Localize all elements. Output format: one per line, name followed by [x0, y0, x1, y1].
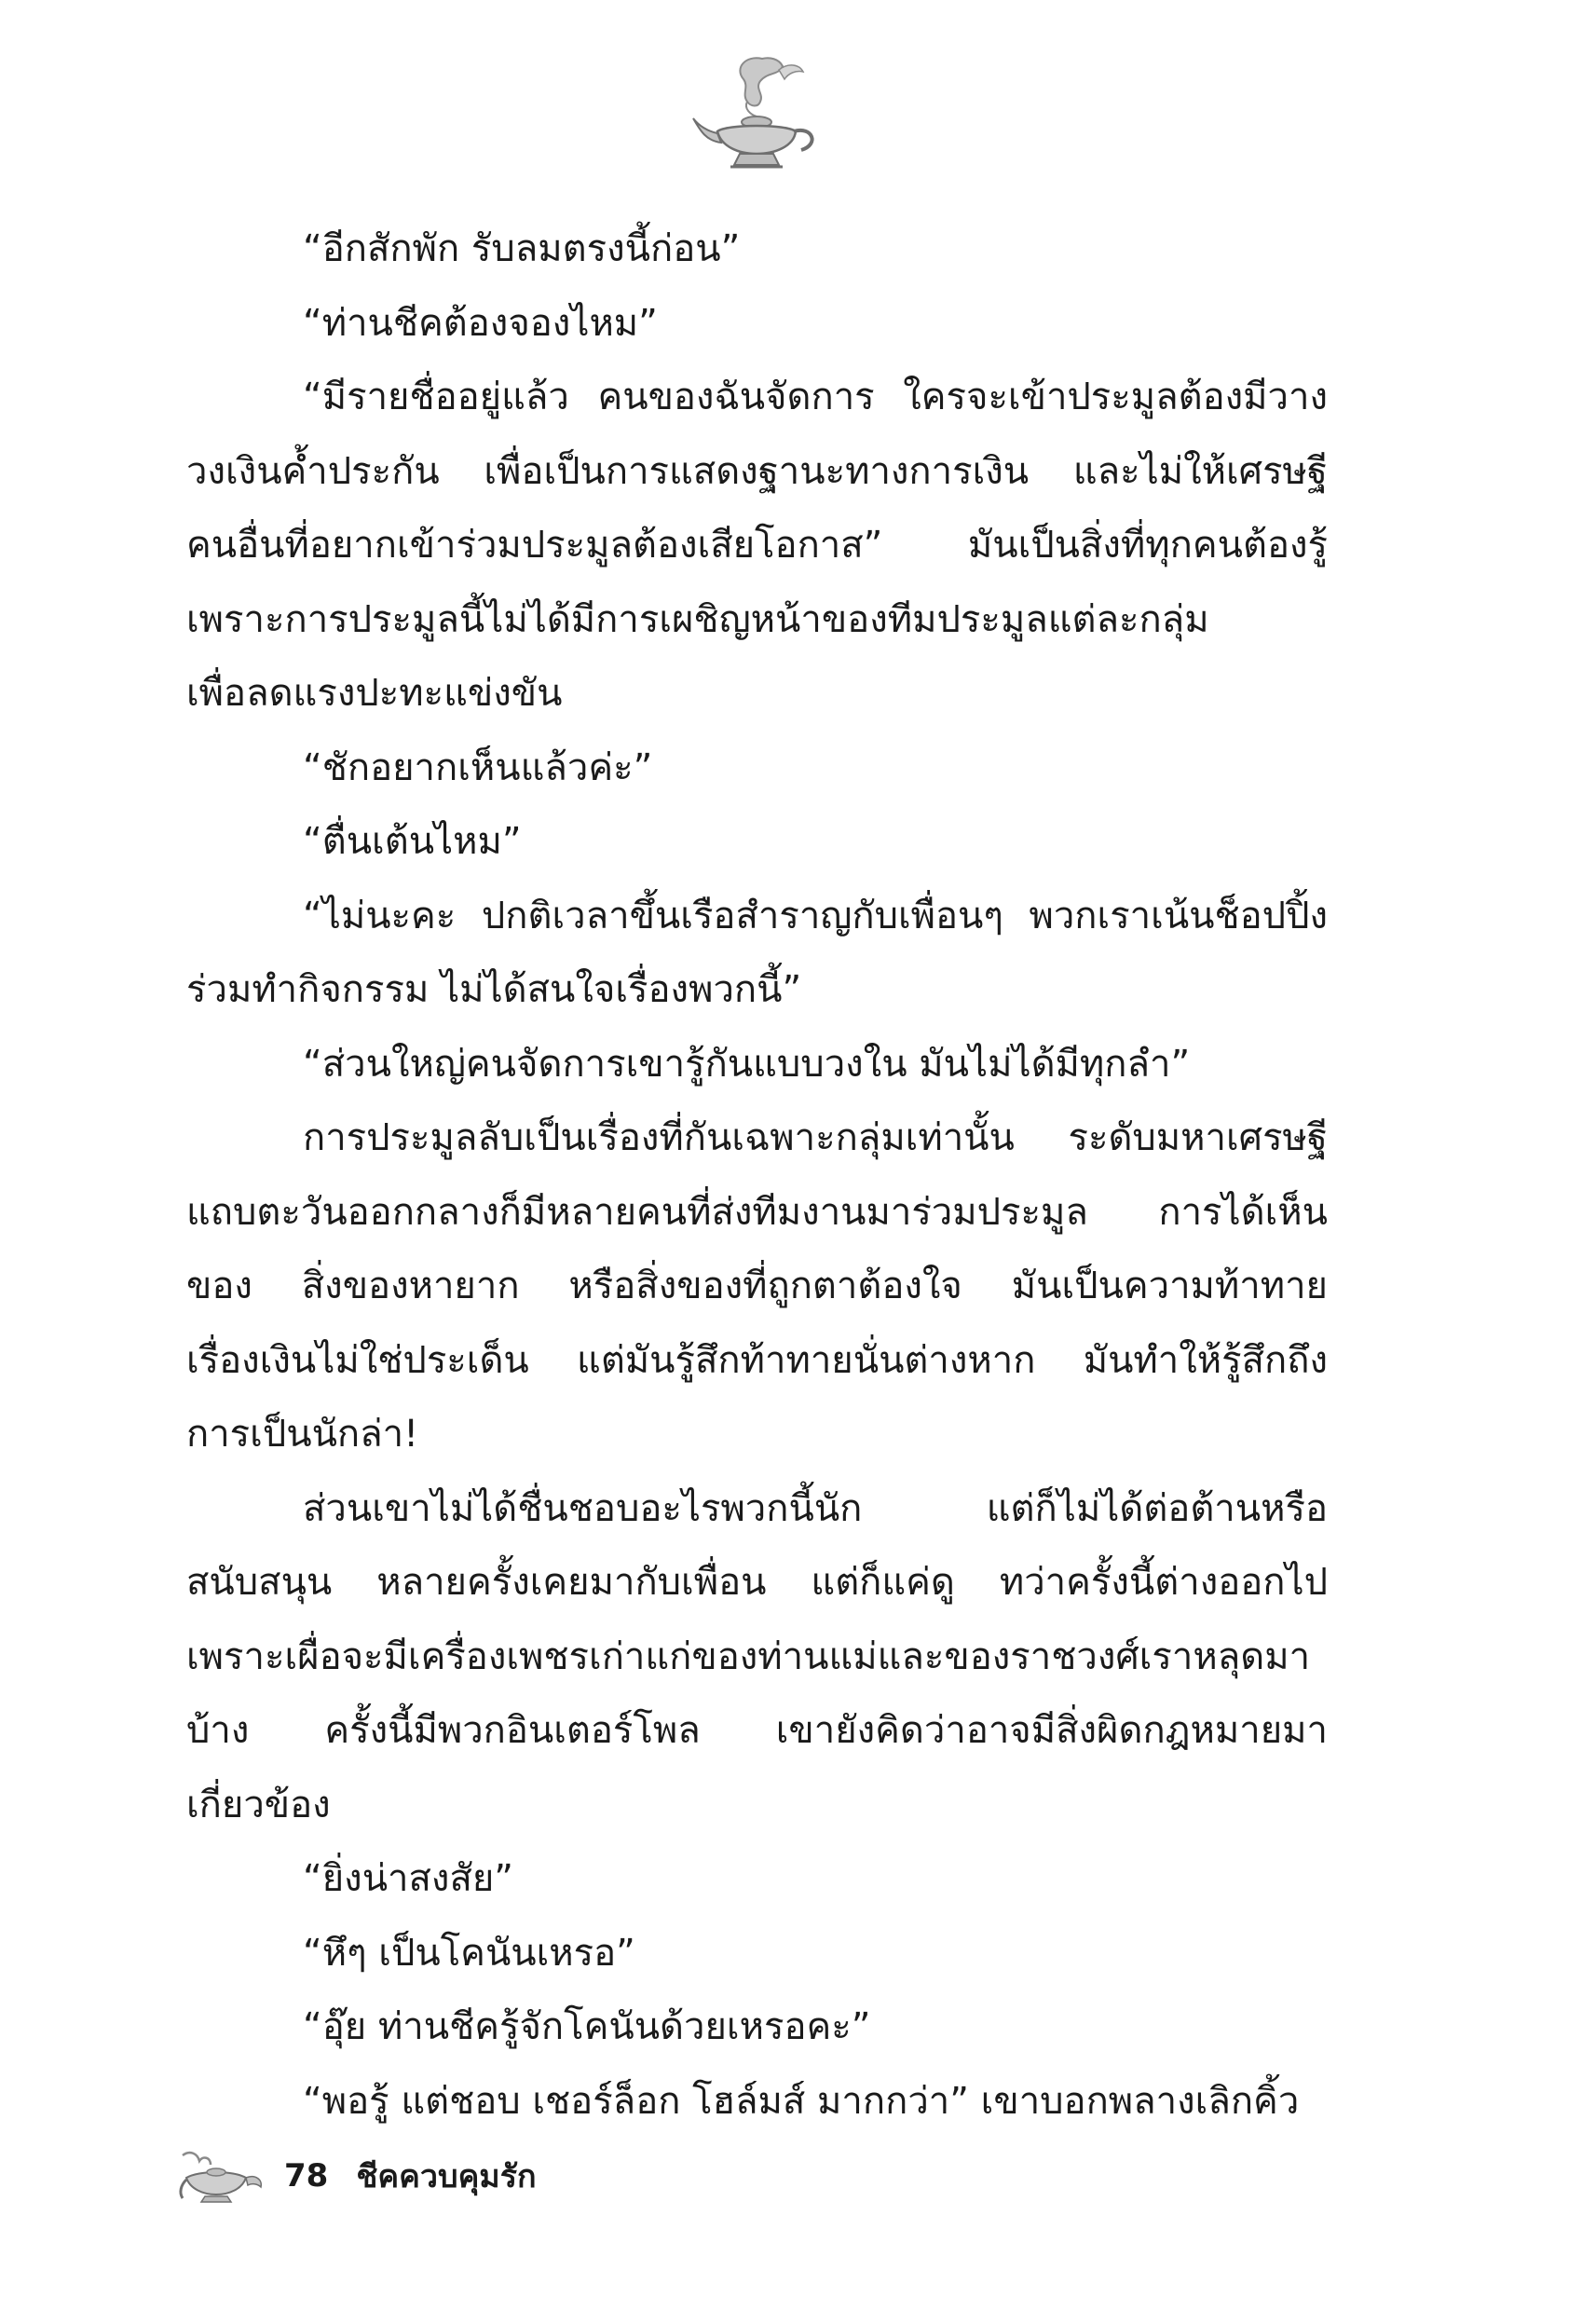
page-footer — [177, 2143, 537, 2208]
book-title: ชีคควบคุมรัก — [356, 2158, 537, 2195]
text-line: เพื่อลดแรงปะทะแข่งขัน — [186, 672, 563, 715]
paragraph: “ส่วนใหญ่คนจัดการเขารู้กันแบบวงใน มันไม่ได้มีทุกลำ” — [303, 1042, 1191, 1086]
paragraph: “ยิ่งน่าสงสัย” — [303, 1857, 514, 1900]
paragraph: “อุ๊ย ท่านชีครู้จักโคนันด้วยเหรอคะ” — [303, 2005, 871, 2048]
paragraph: “หึๆ เป็นโคนันเหรอ” — [303, 1931, 635, 1975]
text-line: ของ สิ่งของหายาก หรือสิ่งของที่ถูกตาต้องใจ มันเป็นความท้าทาย — [186, 1265, 1328, 1307]
text-line: เพราะการประมูลนี้ไม่ได้มีการเผชิญหน้าของทีมประมูลแต่ละกลุ่ม — [186, 597, 1209, 641]
text-line: เพราะเผื่อจะมีเครื่องเพชรเก่าแก่ของท่านแม่และของราชวงศ์เราหลุดมา — [186, 1634, 1311, 1678]
genie-lamp-icon — [689, 51, 829, 172]
text-line: การเป็นนักล่า! — [186, 1413, 419, 1456]
text-line: เกี่ยวข้อง — [186, 1783, 331, 1826]
paragraph: “พอรู้ แต่ชอบ เชอร์ล็อก โฮล์มส์ มากกว่า” เขาบอกพลางเลิกคิ้ว — [303, 2079, 1300, 2123]
paragraph: “ชักอยากเห็นแล้วค่ะ” — [303, 745, 653, 789]
paragraph: “อีกสักพัก รับลมตรงนี้ก่อน” — [303, 227, 741, 270]
page-number: 78 — [284, 2157, 329, 2195]
text-line: ร่วมทำกิจกรรม ไม่ได้สนใจเรื่องพวกนี้” — [186, 968, 802, 1011]
paragraph: “ท่านชีคต้องจองไหม” — [303, 301, 658, 345]
paragraph — [186, 880, 1328, 1028]
text-line: วงเงินค้ำประกัน เพื่อเป็นการแสดงฐานะทางการเงิน และไม่ให้เศรษฐี — [186, 449, 1328, 493]
text-line: การประมูลลับเป็นเรื่องที่กันเฉพาะกลุ่มเท่านั้น ระดับมหาเศรษฐี — [303, 1116, 1328, 1159]
text-line: ส่วนเขาไม่ได้ชื่นชอบอะไรพวกนี้นัก แต่ก็ไม่ได้ต่อต้านหรือ — [303, 1486, 1328, 1530]
text-line: บ้าง ครั้งนี้มีพวกอินเตอร์โพล เขายังคิดว่าอาจมีสิ่งผิดกฎหมายมา — [186, 1709, 1328, 1752]
body-text — [186, 212, 1328, 2139]
text-line: “ไม่นะคะ ปกติเวลาขึ้นเรือสำราญกับเพื่อนๆ พวกเราเน้นช็อปปิ้ง — [303, 894, 1328, 937]
text-line: เรื่องเงินไม่ใช่ประเด็น แต่มันรู้สึกท้าทายนั่นต่างหาก มันทำให้รู้สึกถึง — [186, 1338, 1328, 1382]
paragraph: “ตื่นเต้นไหม” — [303, 820, 522, 863]
text-line: คนอื่นที่อยากเข้าร่วมประมูลต้องเสียโอกาส” มันเป็นสิ่งที่ทุกคนต้องรู้ — [186, 524, 1328, 567]
lamp-ornament-icon — [177, 2146, 266, 2207]
paragraph — [186, 361, 1328, 732]
text-line: สนับสนุน หลายครั้งเคยมากับเพื่อน แต่ก็แค่ดู ทว่าครั้งนี้ต่างออกไป — [186, 1561, 1328, 1604]
text-line: แถบตะวันออกกลางก็มีหลายคนที่ส่งทีมงานมาร่วมประมูล การได้เห็น — [186, 1190, 1328, 1234]
paragraph — [186, 1101, 1328, 1472]
paragraph — [186, 1472, 1328, 1843]
text-line: “มีรายชื่ออยู่แล้ว คนของฉันจัดการ ใครจะเข้าประมูลต้องมีวาง — [303, 376, 1328, 418]
